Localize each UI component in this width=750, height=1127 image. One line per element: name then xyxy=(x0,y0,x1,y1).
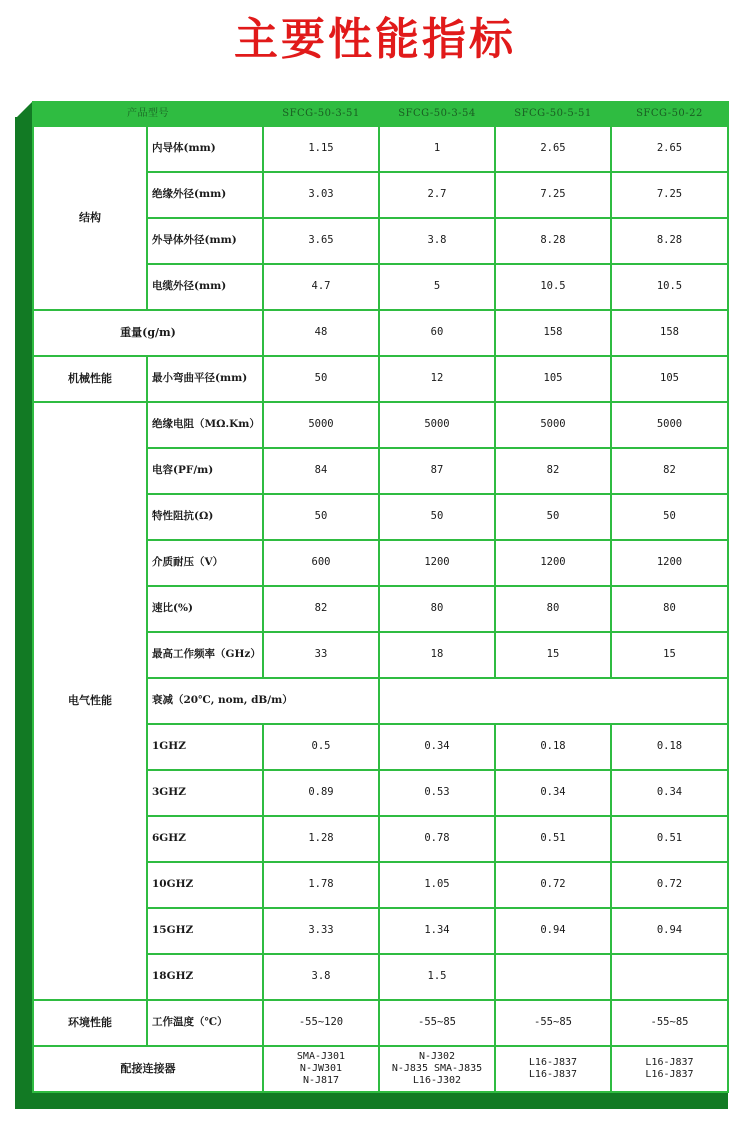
cell-value: 84 xyxy=(263,448,379,494)
cell-value: 0.18 xyxy=(495,724,611,770)
cell-value: 600 xyxy=(263,540,379,586)
cell-value: 158 xyxy=(611,310,728,356)
table-header-row xyxy=(33,102,728,126)
cell-value: 1200 xyxy=(379,540,495,586)
cell-value: 0.34 xyxy=(495,770,611,816)
connector-cell xyxy=(495,1046,611,1092)
row-label: 最高工作频率（GHz） xyxy=(147,632,263,678)
cell-value xyxy=(495,954,611,1000)
cell-value: 0.34 xyxy=(611,770,728,816)
row-label: 工作温度（℃） xyxy=(147,1000,263,1046)
cell-value: 0.34 xyxy=(379,724,495,770)
cell-value: 1.15 xyxy=(263,126,379,172)
connector-name: N-J835 SMA-J835 xyxy=(391,1063,483,1074)
cell-value: 0.78 xyxy=(379,816,495,862)
attenuation-blank xyxy=(379,678,728,724)
cell-value: 15 xyxy=(495,632,611,678)
cell-value: 33 xyxy=(263,632,379,678)
row-label: 介质耐压（V） xyxy=(147,540,263,586)
row-label: 电缆外径(mm) xyxy=(147,264,263,310)
page-title: 主要性能指标 xyxy=(234,14,516,65)
cell-value: 5000 xyxy=(611,402,728,448)
cell-value: 3.65 xyxy=(263,218,379,264)
cell-value: 0.72 xyxy=(611,862,728,908)
row-label: 3GHZ xyxy=(147,770,263,816)
cell-value: 82 xyxy=(263,586,379,632)
cell-value: 2.7 xyxy=(379,172,495,218)
cell-value: 87 xyxy=(379,448,495,494)
cell-value: 0.5 xyxy=(263,724,379,770)
cell-value: 8.28 xyxy=(611,218,728,264)
row-label: 速比(%) xyxy=(147,586,263,632)
cell-value: 1.28 xyxy=(263,816,379,862)
row-label: 内导体(mm) xyxy=(147,126,263,172)
row-label: 10GHZ xyxy=(147,862,263,908)
cell-value: 0.94 xyxy=(611,908,728,954)
cell-value: 8.28 xyxy=(495,218,611,264)
connector-name: SMA-J301 xyxy=(296,1051,346,1062)
row-label: 15GHZ xyxy=(147,908,263,954)
cell-value: 0.53 xyxy=(379,770,495,816)
row-label: 1GHZ xyxy=(147,724,263,770)
connector-name: L16-J837 xyxy=(645,1069,694,1080)
cell-value: 1.78 xyxy=(263,862,379,908)
cell-value: 50 xyxy=(263,356,379,402)
spec-table xyxy=(32,101,729,1093)
cell-value: 105 xyxy=(611,356,728,402)
cell-value: 7.25 xyxy=(611,172,728,218)
row-label: 6GHZ xyxy=(147,816,263,862)
cell-value: 82 xyxy=(611,448,728,494)
connector-name: L16-J837 xyxy=(528,1057,578,1068)
connector-cell xyxy=(611,1046,728,1092)
cell-value: 1200 xyxy=(611,540,728,586)
cell-value: 5000 xyxy=(495,402,611,448)
cell-value: 50 xyxy=(379,494,495,540)
group-environment: 环境性能 xyxy=(33,1000,147,1046)
cell-value: 0.51 xyxy=(611,816,728,862)
connector-name: L16-J302 xyxy=(412,1075,462,1086)
row-label: 电容(PF/m) xyxy=(147,448,263,494)
row-label: 外导体外径(mm) xyxy=(147,218,263,264)
cell-value: 0.89 xyxy=(263,770,379,816)
table-shadow-tip xyxy=(15,102,32,119)
cell-value: 50 xyxy=(263,494,379,540)
cell-value: 158 xyxy=(495,310,611,356)
group-electrical: 电气性能 xyxy=(33,402,147,1000)
table-row xyxy=(33,126,728,172)
cell-value: 10.5 xyxy=(611,264,728,310)
header-model-label: 产品型号 xyxy=(33,102,263,126)
cell-value: 80 xyxy=(611,586,728,632)
cell-value: 18 xyxy=(379,632,495,678)
cell-value: 2.65 xyxy=(611,126,728,172)
cell-value: 1 xyxy=(379,126,495,172)
connector-cell xyxy=(263,1046,379,1092)
attenuation-label: 衰减（20℃, nom, dB/m） xyxy=(147,678,379,724)
connector-name: N-J302 xyxy=(418,1051,456,1062)
connector-cell xyxy=(379,1046,495,1092)
table-row xyxy=(33,356,728,402)
cell-value: 0.94 xyxy=(495,908,611,954)
cell-value: 0.18 xyxy=(611,724,728,770)
cell-value: 3.03 xyxy=(263,172,379,218)
row-label: 绝缘外径(mm) xyxy=(147,172,263,218)
cell-value: 7.25 xyxy=(495,172,611,218)
cell-value: 1200 xyxy=(495,540,611,586)
row-label: 绝缘电阻（MΩ.Km） xyxy=(147,402,263,448)
row-label: 18GHZ xyxy=(147,954,263,1000)
cell-value: 105 xyxy=(495,356,611,402)
cell-value: 1.5 xyxy=(379,954,495,1000)
group-connector: 配接连接器 xyxy=(33,1046,263,1092)
cell-value: -55~85 xyxy=(495,1000,611,1046)
cell-value: 80 xyxy=(379,586,495,632)
header-model-4: SFCG-50-22 xyxy=(611,102,728,126)
cell-value: 10.5 xyxy=(495,264,611,310)
connector-name: N-J817 xyxy=(302,1075,340,1086)
cell-value: 3.8 xyxy=(379,218,495,264)
group-mechanical: 机械性能 xyxy=(33,356,147,402)
cell-value: 15 xyxy=(611,632,728,678)
header-model-3: SFCG-50-5-51 xyxy=(495,102,611,126)
connector-name: N-JW301 xyxy=(299,1063,343,1074)
cell-value: 0.51 xyxy=(495,816,611,862)
row-label: 特性阻抗(Ω) xyxy=(147,494,263,540)
cell-value: -55~85 xyxy=(379,1000,495,1046)
cell-value: 48 xyxy=(263,310,379,356)
cell-value: 5000 xyxy=(263,402,379,448)
table-row xyxy=(33,1000,728,1046)
cell-value: 82 xyxy=(495,448,611,494)
cell-value: 1.05 xyxy=(379,862,495,908)
connector-name: L16-J837 xyxy=(645,1057,694,1068)
cell-value: 5000 xyxy=(379,402,495,448)
cell-value: 3.8 xyxy=(263,954,379,1000)
connector-name: L16-J837 xyxy=(528,1069,578,1080)
cell-value: 5 xyxy=(379,264,495,310)
cell-value: 12 xyxy=(379,356,495,402)
cell-value: 2.65 xyxy=(495,126,611,172)
row-label: 最小弯曲平径(mm) xyxy=(147,356,263,402)
cell-value: 50 xyxy=(611,494,728,540)
cell-value: 50 xyxy=(495,494,611,540)
cell-value: 1.34 xyxy=(379,908,495,954)
cell-value: 80 xyxy=(495,586,611,632)
cell-value: 4.7 xyxy=(263,264,379,310)
group-weight: 重量(g/m) xyxy=(33,310,263,356)
table-row xyxy=(33,310,728,356)
cell-value: 3.33 xyxy=(263,908,379,954)
table-row xyxy=(33,1046,728,1092)
cell-value xyxy=(611,954,728,1000)
cell-value: 0.72 xyxy=(495,862,611,908)
table-row xyxy=(33,402,728,448)
cell-value: -55~120 xyxy=(263,1000,379,1046)
header-model-1: SFCG-50-3-51 xyxy=(263,102,379,126)
group-structure: 结构 xyxy=(33,126,147,310)
cell-value: 60 xyxy=(379,310,495,356)
cell-value: -55~85 xyxy=(611,1000,728,1046)
header-model-2: SFCG-50-3-54 xyxy=(379,102,495,126)
